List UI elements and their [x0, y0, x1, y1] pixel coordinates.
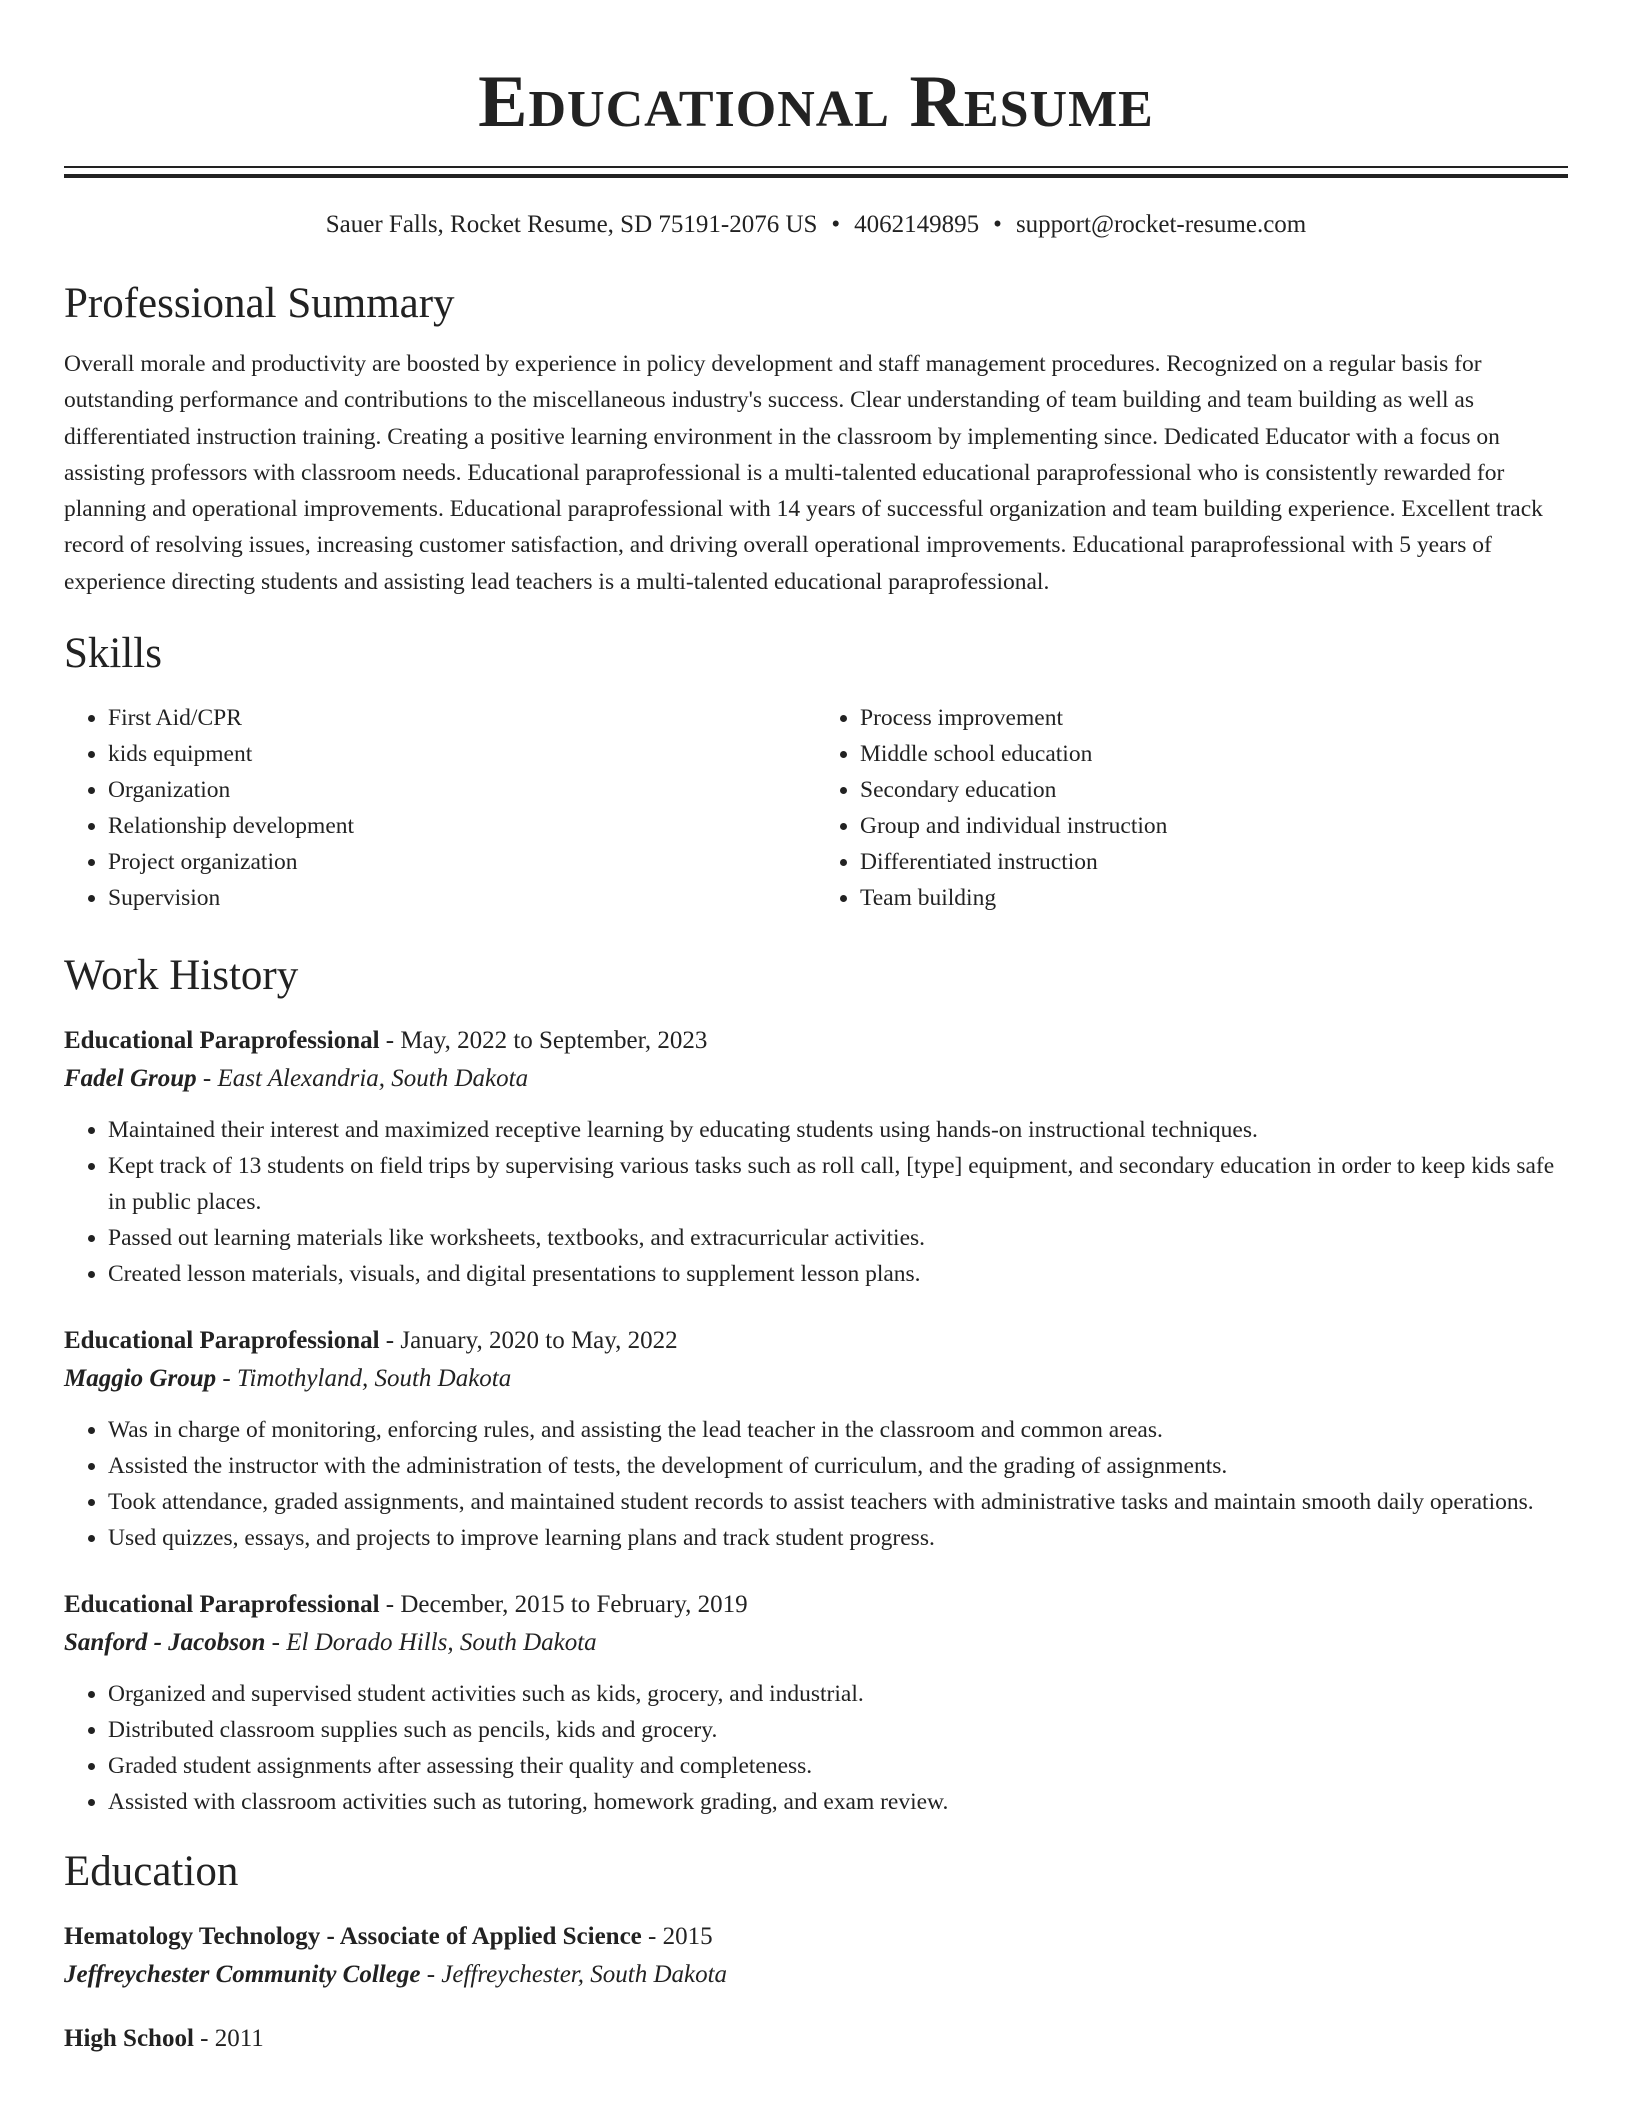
school-line: [64, 1956, 1568, 1994]
contact-separator: •: [831, 211, 841, 238]
skill-item: • kids equipment: [108, 736, 816, 772]
job-bullet: • Graded student assignments after assessing their quality and completeness.: [108, 1748, 1568, 1784]
skill-item: • Secondary education: [860, 772, 1568, 808]
degree-name: Hematology Technology - Associate of Applied Science: [64, 1923, 642, 1951]
contact-line: [64, 208, 1568, 242]
school-name: Jeffreychester Community College: [64, 1961, 421, 1989]
degree-year: - 2011: [193, 2025, 264, 2053]
job-bullet: • Organized and supervised student activities such as kids, grocery, and industrial.: [108, 1676, 1568, 1712]
skill-item: • Organization: [108, 772, 816, 808]
company-line: [64, 1060, 1568, 1098]
skills-list-left: [64, 700, 816, 916]
job-bullet: • Assisted the instructor with the administration of tests, the development of curriculum, and the grading of assignments.: [108, 1448, 1568, 1484]
job-title: Educational Paraprofessional: [64, 1591, 380, 1619]
job-title-line: [64, 1322, 1568, 1360]
title-divider-thick: [64, 174, 1568, 178]
company-name: Maggio Group: [64, 1365, 217, 1393]
job-entry: [64, 1586, 1568, 1820]
skill-item: • First Aid/CPR: [108, 700, 816, 736]
job-title: Educational Paraprofessional: [64, 1027, 380, 1055]
job-bullets: [64, 1676, 1568, 1820]
company-line: [64, 1624, 1568, 1662]
degree-line: [64, 2020, 1568, 2058]
skill-item: • Process improvement: [860, 700, 1568, 736]
job-title-line: [64, 1586, 1568, 1624]
education-heading: Education: [64, 1848, 239, 1896]
job-entry: [64, 1322, 1568, 1556]
job-bullet: • Created lesson materials, visuals, and digital presentations to supplement lesson plans.: [108, 1256, 1568, 1292]
company-name: Fadel Group: [64, 1065, 197, 1093]
degree-name: High School: [64, 2025, 194, 2053]
resume-title: Educational Resume: [478, 61, 1154, 143]
degree-line: [64, 1918, 1568, 1956]
job-bullet: • Kept track of 13 students on field trips by supervising various tasks such as roll call, [type] equipment, and secondary education in order to keep kids safe in public places.: [108, 1148, 1568, 1220]
skill-item: • Middle school education: [860, 736, 1568, 772]
title-divider-thin: [64, 166, 1568, 168]
contact-email: support@rocket-resume.com: [1015, 211, 1307, 238]
skill-item: • Supervision: [108, 880, 816, 916]
job-bullet: • Used quizzes, essays, and projects to improve learning plans and track student progress.: [108, 1520, 1568, 1556]
job-title: Educational Paraprofessional: [64, 1327, 380, 1355]
job-entry: [64, 1022, 1568, 1292]
skill-item: • Project organization: [108, 844, 816, 880]
company-location: - Timothyland, South Dakota: [216, 1365, 512, 1393]
school-location: - Jeffreychester, South Dakota: [420, 1961, 728, 1989]
skills-heading: Skills: [64, 630, 162, 678]
education-entry: [64, 1918, 1568, 1994]
skill-item: • Team building: [860, 880, 1568, 916]
job-bullet: • Maintained their interest and maximized receptive learning by educating students using hands-on instructional techniques.: [108, 1112, 1568, 1148]
job-dates: - January, 2020 to May, 2022: [379, 1327, 678, 1355]
education-entry: [64, 2020, 1568, 2058]
job-bullet: • Was in charge of monitoring, enforcing rules, and assisting the lead teacher in the classroom and common areas.: [108, 1412, 1568, 1448]
degree-year: - 2015: [641, 1923, 713, 1951]
job-title-line: [64, 1022, 1568, 1060]
contact-address: Sauer Falls, Rocket Resume, SD 75191-2076 US: [325, 211, 818, 238]
job-bullet: • Assisted with classroom activities such as tutoring, homework grading, and exam review.: [108, 1784, 1568, 1820]
job-bullets: [64, 1112, 1568, 1292]
job-bullet: • Passed out learning materials like worksheets, textbooks, and extracurricular activities.: [108, 1220, 1568, 1256]
company-name: Sanford - Jacobson: [64, 1629, 266, 1657]
contact-phone: 4062149895: [854, 211, 980, 238]
skill-item: • Relationship development: [108, 808, 816, 844]
job-bullet: • Distributed classroom supplies such as pencils, kids and grocery.: [108, 1712, 1568, 1748]
company-location: - El Dorado Hills, South Dakota: [265, 1629, 597, 1657]
skill-item: • Differentiated instruction: [860, 844, 1568, 880]
summary-text: Overall morale and productivity are boosted by experience in policy development and staff management procedures. Recognized on a regular basis for outstanding performance and contributions to the miscellaneous industry's success. Clear understanding of team building and team building as well as differentiated instruction training. Creating a positive learning environment in the classroom by implementing since. Dedicated Educator with a focus on assisting professors with classroom needs. Educational paraprofessional is a multi-talented educational paraprofessional who is consistently rewarded for planning and operational improvements. Educational paraprofessional with 14 years of successful organization and team building experience. Excellent track record of resolving issues, increasing customer satisfaction, and driving overall operational improvements. Educational paraprofessional with 5 years of experience directing students and assisting lead teachers is a multi-talented educational paraprofessional.: [64, 351, 1543, 595]
company-line: [64, 1360, 1568, 1398]
skill-item: • Group and individual instruction: [860, 808, 1568, 844]
summary-heading: Professional Summary: [64, 280, 455, 327]
work-history-heading: Work History: [64, 952, 299, 1000]
skills-columns: [64, 700, 1568, 916]
job-dates: - December, 2015 to February, 2019: [379, 1591, 748, 1619]
skills-list-right: [816, 700, 1568, 916]
job-bullet: • Took attendance, graded assignments, and maintained student records to assist teachers with administrative tasks and maintain smooth daily operations.: [108, 1484, 1568, 1520]
company-location: - East Alexandria, South Dakota: [196, 1065, 529, 1093]
job-bullets: [64, 1412, 1568, 1556]
job-dates: - May, 2022 to September, 2023: [379, 1027, 708, 1055]
contact-separator: •: [993, 211, 1002, 238]
